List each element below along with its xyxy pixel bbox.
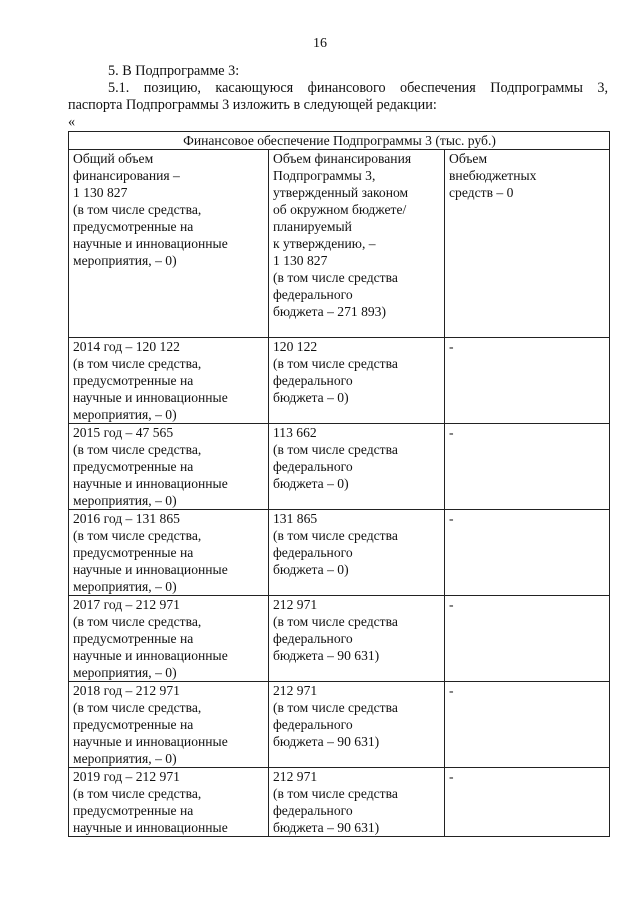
table-row xyxy=(69,768,610,837)
year-budget-cell: 212 971 (в том числе средства федерального бюджета – 90 631) xyxy=(269,768,445,837)
extrabudgetary-cell: Объем внебюджетных средств – 0 xyxy=(445,150,610,338)
year-total-cell: 2019 год – 212 971 (в том числе средства, предусмотренные на научные и инновационные xyxy=(69,768,269,837)
paragraph-line-1: 5.1. позицию, касающуюся финансового обеспечения Подпрограммы 3, xyxy=(108,80,608,96)
table-row xyxy=(69,510,610,596)
year-total-cell: 2014 год – 120 122 (в том числе средства, предусмотренные на научные и инновационные мероприятия, – 0) xyxy=(69,338,269,424)
opening-quote: « xyxy=(68,114,76,130)
table-row xyxy=(69,596,610,682)
table-header: Финансовое обеспечение Подпрограммы 3 (тыс. руб.) xyxy=(69,132,610,150)
year-budget-cell: 212 971 (в том числе средства федерального бюджета – 90 631) xyxy=(269,596,445,682)
year-budget-cell: 120 122 (в том числе средства федерального бюджета – 0) xyxy=(269,338,445,424)
table-row xyxy=(69,682,610,768)
section-heading: 5. В Подпрограмме 3: xyxy=(108,63,240,79)
year-budget-cell: 212 971 (в том числе средства федерального бюджета – 90 631) xyxy=(269,682,445,768)
table-row xyxy=(69,338,610,424)
year-total-cell: 2017 год – 212 971 (в том числе средства, предусмотренные на научные и инновационные мероприятия, – 0) xyxy=(69,596,269,682)
year-extrabudgetary-cell: - xyxy=(445,768,610,837)
year-extrabudgetary-cell: - xyxy=(445,510,610,596)
page-number: 16 xyxy=(313,36,327,51)
year-budget-cell: 131 865 (в том числе средства федерального бюджета – 0) xyxy=(269,510,445,596)
year-total-cell: 2018 год – 212 971 (в том числе средства, предусмотренные на научные и инновационные мероприятия, – 0) xyxy=(69,682,269,768)
table-row xyxy=(69,424,610,510)
approved-financing-cell: Объем финансирования Подпрограммы 3, утвержденный законом об окружном бюджете/ планируемый к утверждению, – 1 130 827 (в том числе средства федерального бюджета – 271 893) xyxy=(269,150,445,338)
total-financing-cell: Общий объем финансирования – 1 130 827 (в том числе средства, предусмотренные на научные и инновационные мероприятия, – 0) xyxy=(69,150,269,338)
year-total-cell: 2016 год – 131 865 (в том числе средства, предусмотренные на научные и инновационные мероприятия, – 0) xyxy=(69,510,269,596)
financing-table xyxy=(68,131,610,837)
year-extrabudgetary-cell: - xyxy=(445,338,610,424)
year-extrabudgetary-cell: - xyxy=(445,682,610,768)
table-row xyxy=(69,150,610,338)
year-extrabudgetary-cell: - xyxy=(445,424,610,510)
table-header-row xyxy=(69,132,610,150)
year-extrabudgetary-cell: - xyxy=(445,596,610,682)
paragraph-line-2: паспорта Подпрограммы 3 изложить в следующей редакции: xyxy=(68,97,437,113)
year-total-cell: 2015 год – 47 565 (в том числе средства, предусмотренные на научные и инновационные мероприятия, – 0) xyxy=(69,424,269,510)
year-budget-cell: 113 662 (в том числе средства федерального бюджета – 0) xyxy=(269,424,445,510)
